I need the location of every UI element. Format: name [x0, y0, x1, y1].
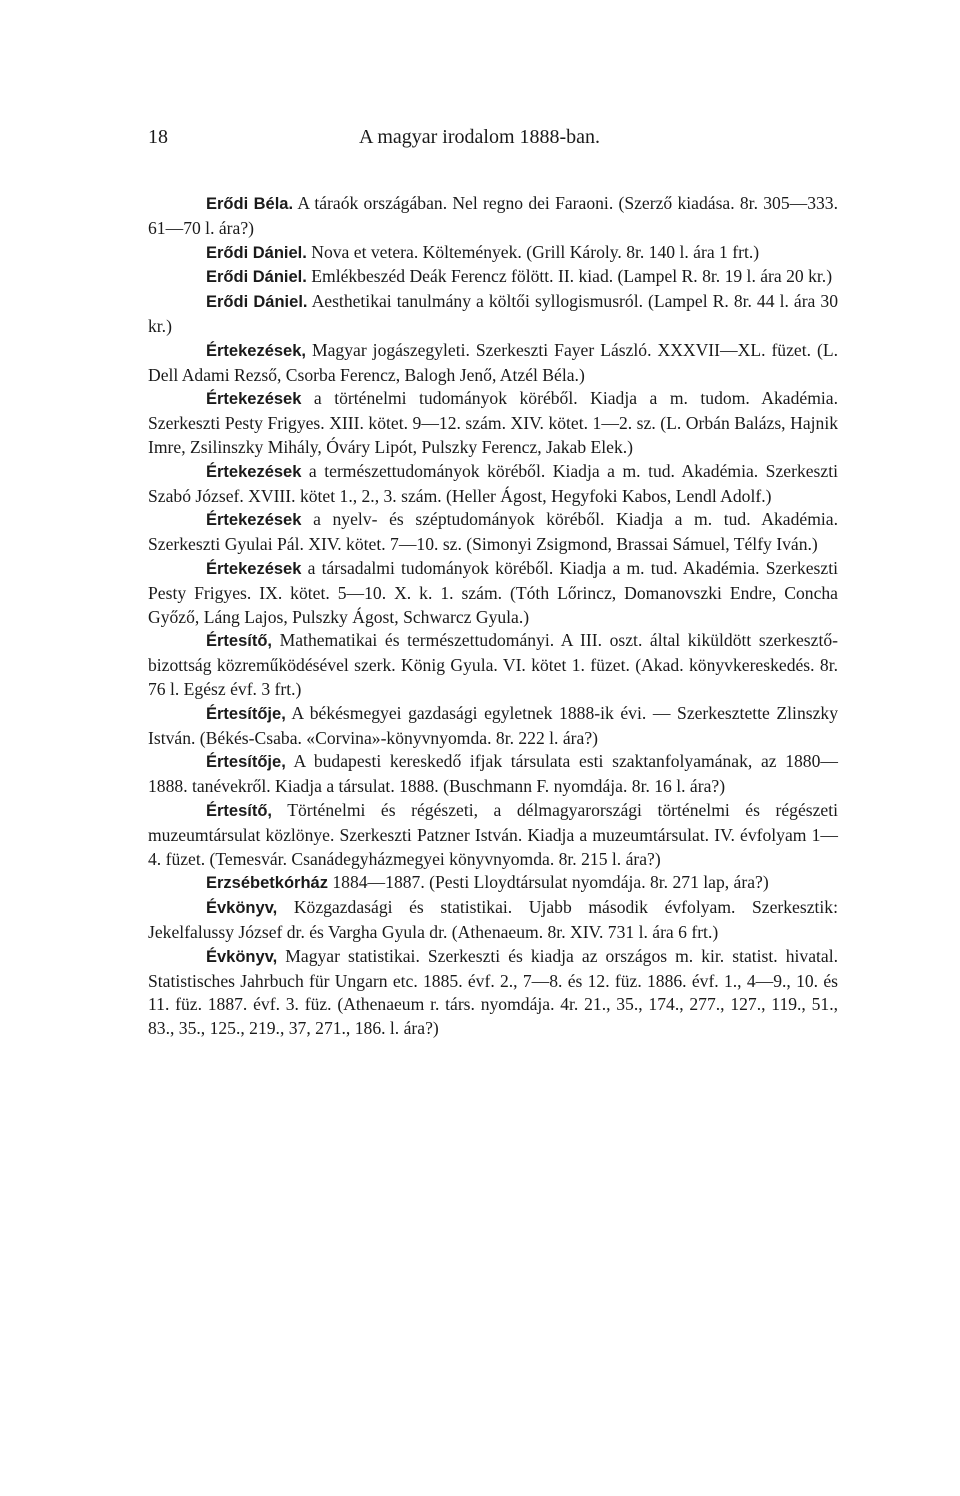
entry-text: A békésmegyei gazdasági egyletnek 1888-ik évi. — Szerkesztette Zlinszky István. (Békés-Csaba. «Corvina»-könyvnyomda. 8r. 222 l. ára?)	[148, 702, 838, 748]
entry-text: a nyelv- és széptudományok köréből. Kiadja a m. tud. Akadémia. Szerkeszti Gyulai Pál. XIV. kötet. 7—10. sz. (Simonyi Zsigmond, Brassai Sámuel, Télfy Iván.)	[148, 509, 838, 555]
entry-heading: Erődi Dániel.	[206, 243, 307, 262]
entry-heading: Értekezések	[206, 390, 302, 409]
entry-heading: Értekezések	[206, 511, 302, 530]
entry-heading: Értesítő,	[206, 801, 273, 820]
entry-text: Közgazdasági és statistikai. Ujabb második évfolyam. Szerkesztik: Jekelfalussy József dr. és Vargha Gyula dr. (Athenaeum. 8r. XIV. 731 l. ára 6 frt.)	[148, 897, 838, 942]
entry-heading: Erődi Béla.	[206, 195, 294, 213]
entry-heading: Értekezések,	[206, 341, 306, 360]
entry-text: Emlékbeszéd Deák Ferencz fölött. II. kiad. (Lampel R. 8r. 19 l. ára 20 kr.)	[306, 266, 833, 287]
bibliography-entry	[148, 290, 838, 339]
bibliography-entry	[148, 557, 838, 629]
bibliography-entry	[148, 387, 838, 459]
entry-text: Mathematikai és természettudományi. A III. oszt. által kiküldött szerkesztő-bizottság közreműködésével szerk. König Gyula. VI. kötet 1. füzet. (Akad. könyvkereskedés. 8r. 76 l. Egész évf. 3 frt.)	[148, 630, 838, 699]
entry-text: a társadalmi tudományok köréből. Kiadja a m. tud. Akadémia. Szerkeszti Pesty Frigyes. IX. kötet. 5—10. X. k. 1. szám. (Tóth Lőrincz, Domanovszki Endre, Concha Győző, Láng Lajos, Pulszky Ágost, Schwarcz Gyula.)	[148, 557, 838, 627]
entry-text: Aesthetikai tanulmány a költői syllogismusról. (Lampel R. 8r. 44 l. ára 30 kr.)	[148, 291, 838, 336]
entry-heading: Értesítő,	[206, 632, 273, 651]
bibliography-entry	[148, 629, 838, 701]
entry-heading: Erődi Dániel.	[206, 268, 307, 287]
bibliography-entry	[148, 241, 838, 266]
entry-heading: Erődi Dániel.	[206, 293, 308, 312]
entry-text: Magyar jogászegyleti. Szerkeszti Fayer László. XXXVII—XL. füzet. (L. Dell Adami Rezső, Csorba Ferencz, Balogh Jenő, Atzél Béla.)	[148, 339, 838, 385]
entry-text: a természettudományok köréből. Kiadja a m. tud. Akadémia. Szerkeszti Szabó József. XVIII. kötet 1., 2., 3. szám. (Heller Ágost, Hegyfoki Kabos, Lendl Adolf.)	[148, 460, 838, 506]
bibliography-entry	[148, 750, 838, 799]
entry-heading: Értekezések	[206, 462, 302, 481]
entry-heading: Erzsébetkórház	[206, 874, 328, 893]
entry-text: 1884—1887. (Pesti Lloydtársulat nyomdája. 8r. 271 lap, ára?)	[327, 872, 769, 893]
entry-heading: Évkönyv,	[206, 899, 278, 918]
bibliography-entry	[148, 871, 838, 896]
entry-text: a történelmi tudományok köréből. Kiadja a m. tudom. Akadémia. Szerkeszti Pesty Frigyes. XIII. kötet. 9—12. szám. XIV. kötet. 1—2. sz. (L. Orbán Balázs, Hajnik Imre, Zsilinszky Mihály, Óváry Lipót, Pulszky Ferencz, Jakab Elek.)	[148, 388, 838, 457]
page-number: 18	[148, 126, 168, 148]
entry-text: Nova et vetera. Költemények. (Grill Károly. 8r. 140 l. ára 1 frt.)	[306, 241, 760, 262]
entry-text: Történelmi és régészeti, a délmagyarországi történelmi és régészeti muzeumtársulat közlönye. Szerkeszti Patzner István. Kiadja a muzeumtársulat. IV. évfolyam 1—4. füzet. (Temesvár. Csanádegyházmegyei könyvnyomda. 8r. 215 l. ára?)	[148, 799, 838, 869]
entry-text: A budapesti kereskedő ifjak társulata esti szaktanfolyamának, az 1880—1888. tanévekről. Kiadja a társulat. 1888. (Buschmann F. nyomdája. 8r. 16 l. ára?)	[148, 751, 838, 797]
bibliography-list	[148, 192, 838, 1041]
entry-heading: Értesítője,	[206, 753, 286, 772]
bibliography-entry	[148, 192, 838, 241]
bibliography-entry	[148, 460, 838, 509]
bibliography-entry	[148, 799, 838, 871]
entry-text: A tárаók országában. Nel regno dei Faraoni. (Szerző kiadása. 8r. 305—333. 61—70 l. ára?)	[148, 193, 838, 238]
entry-heading: Értekezések	[206, 559, 302, 578]
entry-text: Magyar statistikai. Szerkeszti és kiadja az országos m. kir. statist. hivatal. Statistisches Jahrbuch für Ungarn etc. 1885. évf. 2., 7—8. és 12. füz. 1886. évf. 1., 4—9., 10. és 11. füz. 1887. évf. 3. füz. (Athenaeum r. társ. nyomdája. 4r. 21., 35., 174., 277., 127., 119., 51., 83., 35., 125., 219., 37, 271., 186. l. ára?)	[148, 945, 838, 1039]
running-header: A magyar irodalom 1888-ban.	[359, 126, 601, 148]
bibliography-entry	[148, 945, 838, 1041]
entry-heading: Évkönyv,	[206, 947, 278, 966]
bibliography-entry	[148, 339, 838, 388]
entry-heading: Értesítője,	[206, 704, 286, 723]
bibliography-entry	[148, 508, 838, 557]
bibliography-entry	[148, 702, 838, 751]
bibliography-entry	[148, 265, 838, 290]
bibliography-entry	[148, 896, 838, 945]
